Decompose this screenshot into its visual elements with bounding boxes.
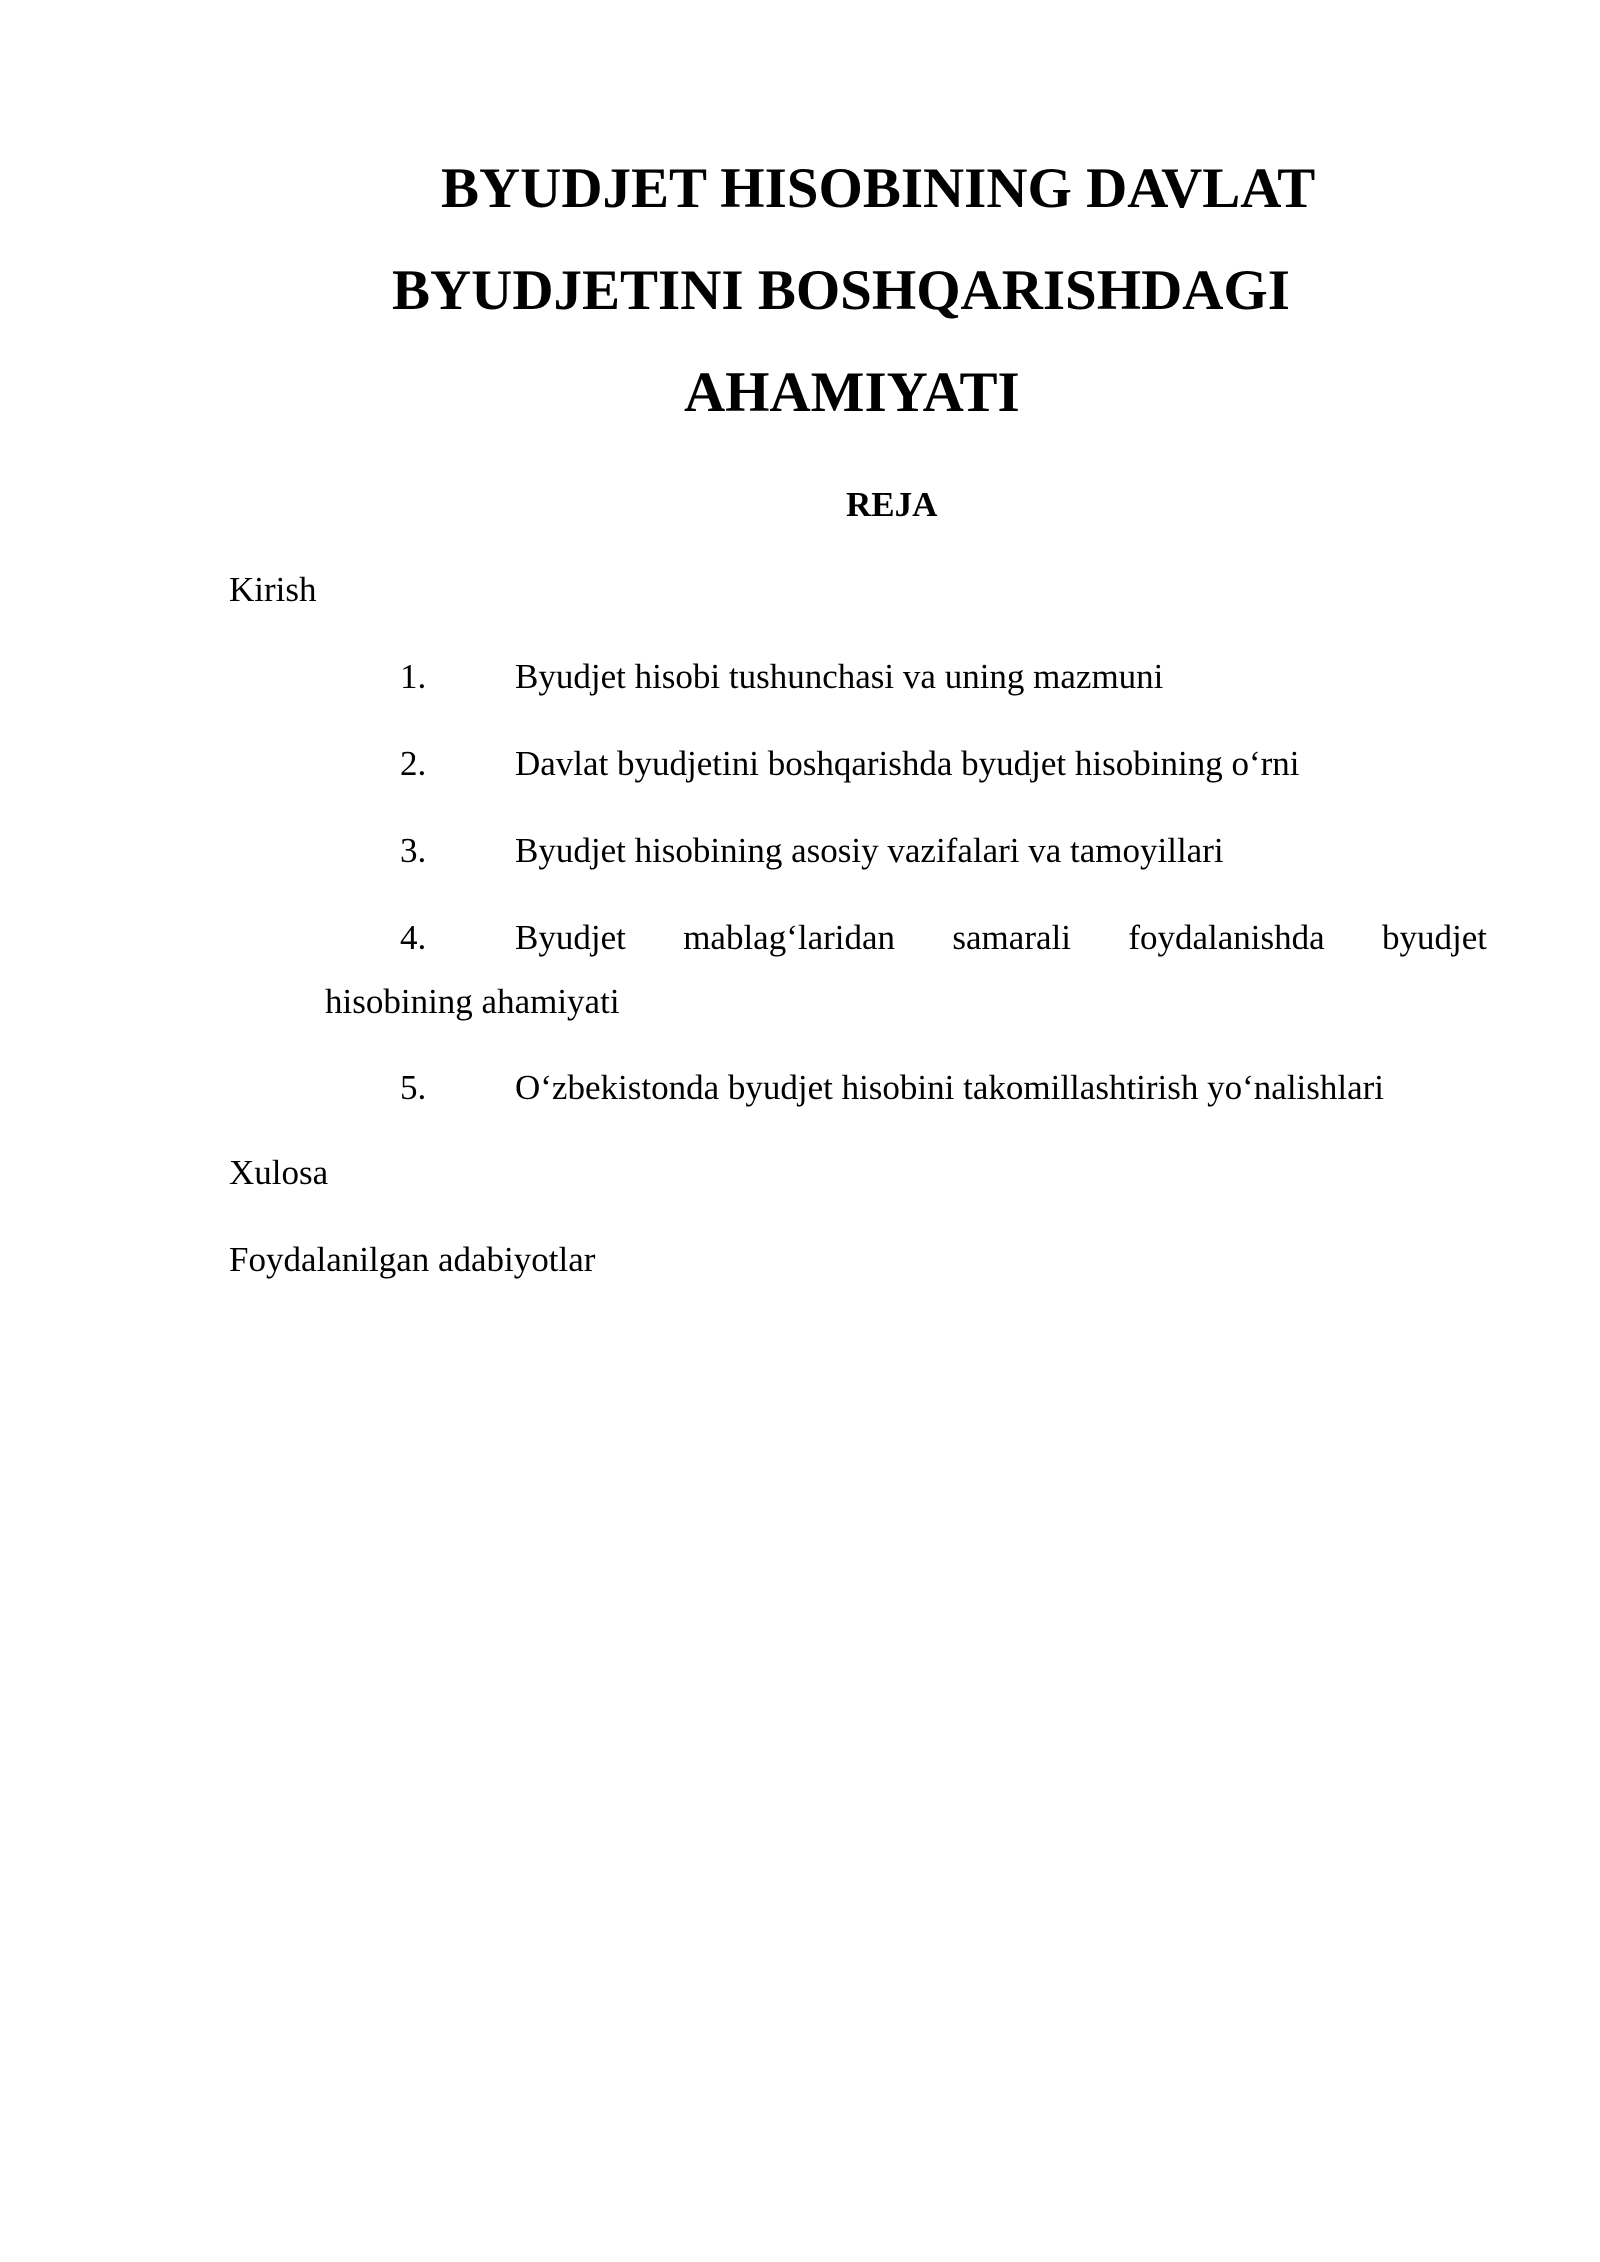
plan-item-3-text: Byudjet hisobining asosiy vazifalari va tamoyillari — [515, 831, 1224, 870]
title-line-1: BYUDJET HISOBINING DAVLAT — [441, 157, 1316, 220]
conclusion-label: Xulosa — [229, 1153, 329, 1192]
plan-item-3-number: 3. — [400, 831, 427, 870]
plan-item-5-text: O‘zbekistonda byudjet hisobini takomillashtirish yo‘nalishlari — [515, 1068, 1385, 1107]
plan-item-4-number: 4. — [400, 918, 427, 957]
plan-item-4-continuation: hisobining ahamiyati — [325, 982, 620, 1021]
title-line-3: AHAMIYATI — [684, 361, 1020, 424]
plan-item-4-text: Byudjet mablag‘laridan samarali foydalanishda byudjet — [515, 918, 1487, 957]
plan-item-1-number: 1. — [400, 657, 427, 696]
plan-item-2-number: 2. — [400, 744, 427, 783]
plan-item-1-text: Byudjet hisobi tushunchasi va uning mazmuni — [515, 657, 1164, 696]
intro-label: Kirish — [229, 570, 317, 609]
plan-heading: REJA — [846, 485, 938, 524]
title-line-2: BYUDJETINI BOSHQARISHDAGI — [392, 259, 1290, 322]
plan-item-2-text: Davlat byudjetini boshqarishda byudjet hisobining o‘rni — [515, 744, 1300, 783]
plan-item-5-number: 5. — [400, 1068, 427, 1107]
references-label: Foydalanilgan adabiyotlar — [229, 1240, 596, 1279]
